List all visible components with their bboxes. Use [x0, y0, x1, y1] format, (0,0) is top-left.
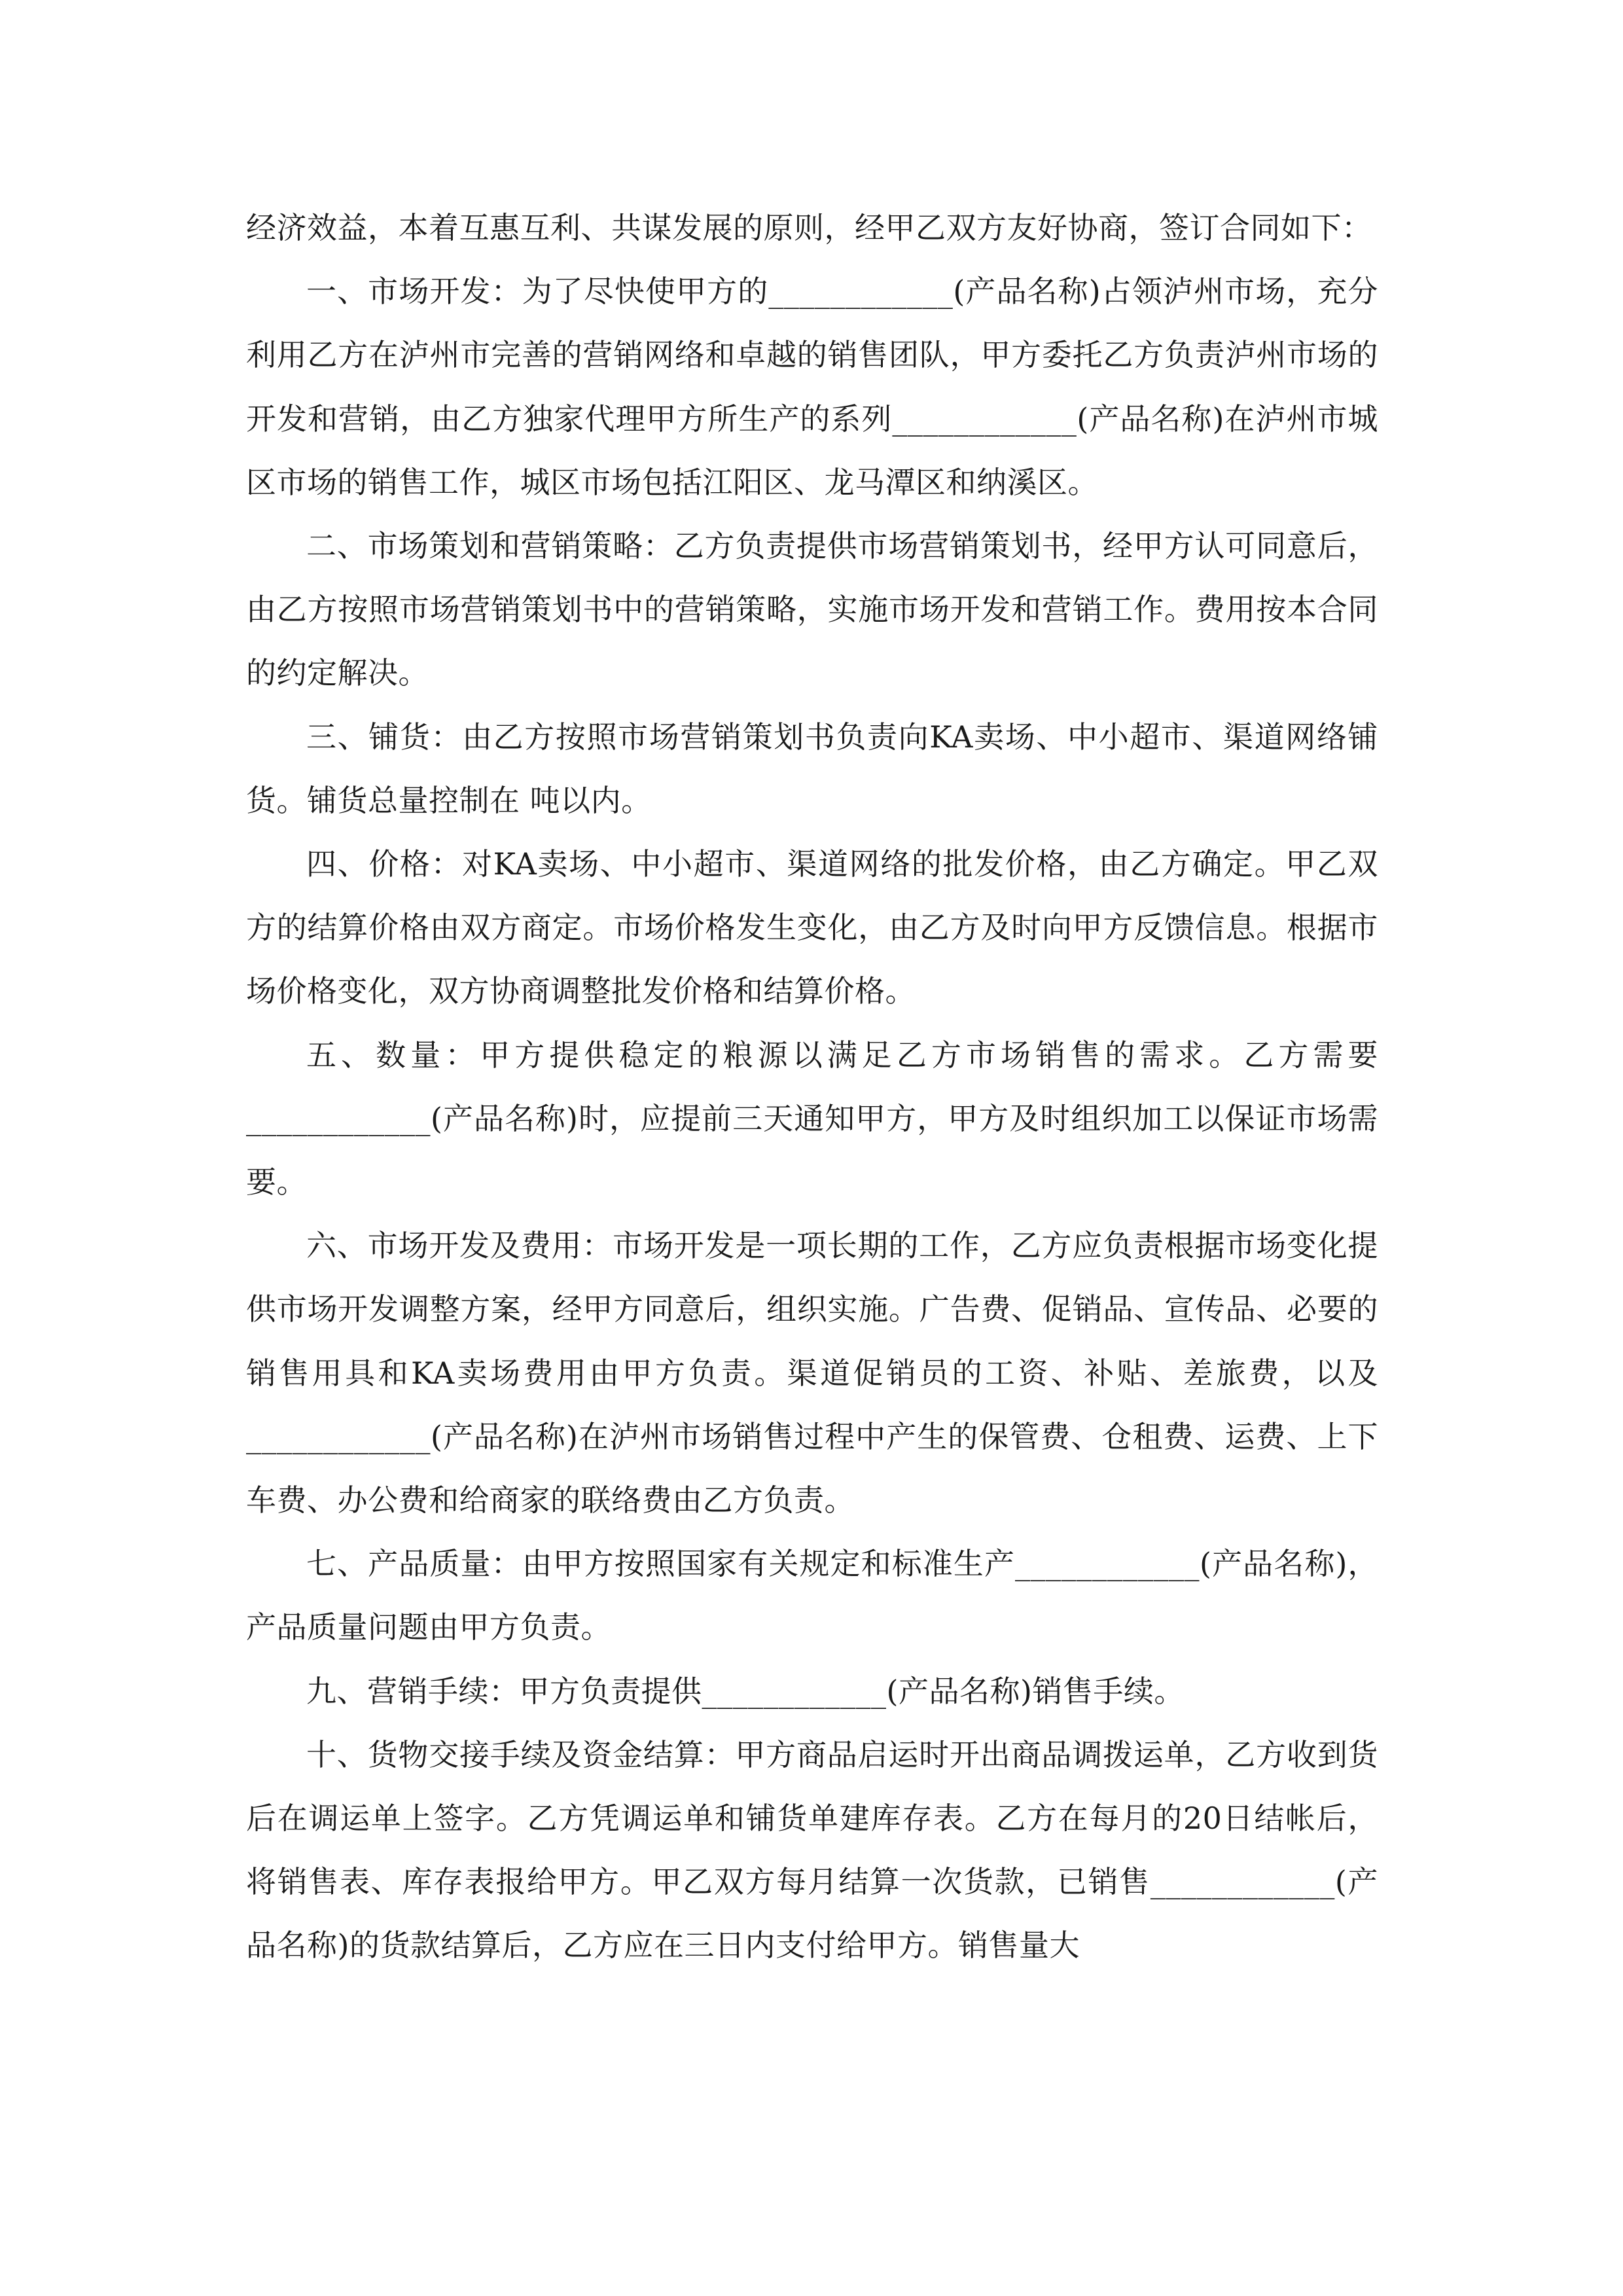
paragraph-marketing-strategy: 二、市场策划和营销策略：乙方负责提供市场营销策划书，经甲方认可同意后，由乙方按照市场营销策划书中的营销策略，实施市场开发和营销工作。费用按本合同的约定解决。: [246, 528, 1378, 691]
paragraph-quality: 七、产品质量：由甲方按照国家有关规定和标准生产____________(产品名称)，产品质量问题由甲方负责。: [246, 1546, 1378, 1645]
paragraph-quantity: 五、数量：甲方提供稳定的粮源以满足乙方市场销售的需求。乙方需要____________(产品名称)时，应提前三天通知甲方，甲方及时组织加工以保证市场需要。: [246, 1037, 1378, 1200]
paragraph-costs: 六、市场开发及费用：市场开发是一项长期的工作，乙方应负责根据市场变化提供市场开发调整方案，经甲方同意后，组织实施。广告费、促销品、宣传品、必要的销售用具和KA卖场费用由甲方负责。渠道促销员的工资、补贴、差旅费，以及____________(产品名称)在泸州市场销售过程中产生的保管费、仓租费、运费、上下车费、办公费和给商家的联络费由乙方负责。: [246, 1228, 1378, 1518]
paragraph-sales-procedures: 九、营销手续：甲方负责提供____________(产品名称)销售手续。: [306, 1673, 1185, 1709]
paragraph-settlement: 十、货物交接手续及资金结算：甲方商品启运时开出商品调拨运单，乙方收到货后在调运单上签字。乙方凭调运单和铺货单建库存表。乙方在每月的20日结帐后，将销售表、库存表报给甲方。甲乙双方每月结算一次货款，已销售____________(产品名称)的货款结算后，乙方应在三日内支付给甲方。销售量大: [246, 1736, 1378, 1964]
paragraph-market-development: 一、市场开发：为了尽快使甲方的____________(产品名称)占领泸州市场，充分利用乙方在泸州市完善的营销网络和卓越的销售团队，甲方委托乙方负责泸州市场的开发和营销，由乙方独家代理甲方所生产的系列____________(产品名称)在泸州市城区市场的销售工作，城区市场包括江阳区、龙马潭区和纳溪区。: [246, 274, 1378, 500]
paragraph-distribution: 三、铺货：由乙方按照市场营销策划书负责向KA卖场、中小超市、渠道网络铺货。铺货总量控制在 吨以内。: [246, 719, 1378, 818]
paragraph-intro: 经济效益，本着互惠互利、共谋发展的原则，经甲乙双方友好协商，签订合同如下：: [246, 210, 1372, 245]
document-body: [246, 196, 1378, 1978]
paragraph-price: 四、价格：对KA卖场、中小超市、渠道网络的批发价格，由乙方确定。甲乙双方的结算价格由双方商定。市场价格发生变化，由乙方及时向甲方反馈信息。根据市场价格变化，双方协商调整批发价格和结算价格。: [246, 846, 1378, 1009]
